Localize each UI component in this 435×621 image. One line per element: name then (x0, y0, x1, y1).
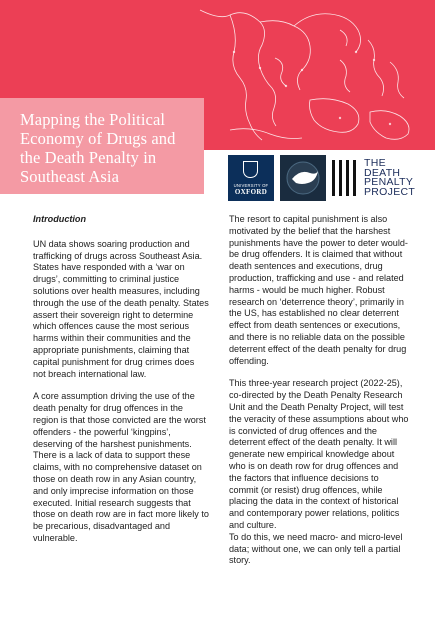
paragraph: This three-year research project (2022-25), co-directed by the Death Penalty Research Unit and the Death Penalty Project, will test the veracity of these assumptions about who is convicted of drug offences and the deterrent effect of the death penalty. It will generate new empirical knowledge about who is on death row for drug offences and the factors that influence decisions to commit (or resist) drug offences, while placing the data in the context of historical and contemporary power relations, politics and culture. (229, 378, 409, 530)
dpp-line4: PROJECT (364, 185, 416, 198)
partner-logos (228, 155, 433, 203)
oxford-logo (228, 155, 274, 201)
page-title: Mapping the Political Economy of Drugs and the Death Penalty in Southeast Asia (20, 110, 176, 186)
title-box (0, 98, 204, 194)
paragraph: The resort to capital punishment is also motivated by the belief that the harshest punishments have the power to deter would-be drug offenders. It is claimed that without death sentences and executions, drug production, trafficking and use - and related harms - would be much higher. Robust research on ‘deterrence theory’, primarily in the US, has established no clear deterrent effect from death sentences or executions, and there is no reliable data on the possible deterrent effect of the death penalty for drug offending. (229, 214, 408, 366)
dpp-line1: THE (364, 157, 386, 169)
dpp-line3: PENALTY (364, 176, 414, 189)
dpp-line2: DEATH (364, 166, 401, 179)
paragraph: A core assumption driving the use of the death penalty for drug offences in the region is that those convicted are the worst offenders - the powerful ‘kingpins’, deserving of the harshest punishments. There is a lack of data to support these claims, with no comprehensive dataset on those on death row in any Asian country, and only imprecise information on those executed. Initial research suggests that those on death row are in fact more likely to be precarious, disadvantaged and vulnerable. (33, 391, 209, 543)
right-column (229, 214, 409, 578)
oxford-logo-line2: OXFORD (234, 188, 268, 196)
introduction-heading: Introduction (33, 214, 87, 224)
oxford-logo-line1: UNIVERSITY OF (233, 183, 269, 188)
paragraph: UN data shows soaring production and trafficking of drugs across Southeast Asia. States have responded with a ‘war on drugs’, committing to criminal justice solutions over health measures, including through the use of the death penalty. States assert their sovereign right to determine which offences cause the most serious harms within their communities and the appropriate punishments, claiming that capital punishment for drug crimes does not breach international law. (33, 238, 209, 379)
paragraph: To do this, we need macro- and micro-level data; without one, we can only tell a partial story. (229, 531, 403, 566)
oxford-crest-icon (243, 161, 258, 178)
death-penalty-project-bars-icon (332, 160, 362, 196)
bird-icon (280, 155, 326, 201)
southeast-asia-map-graphic (190, 0, 435, 150)
left-column (33, 214, 209, 556)
death-penalty-project-logo (364, 159, 434, 197)
death-penalty-research-unit-logo (280, 155, 326, 201)
